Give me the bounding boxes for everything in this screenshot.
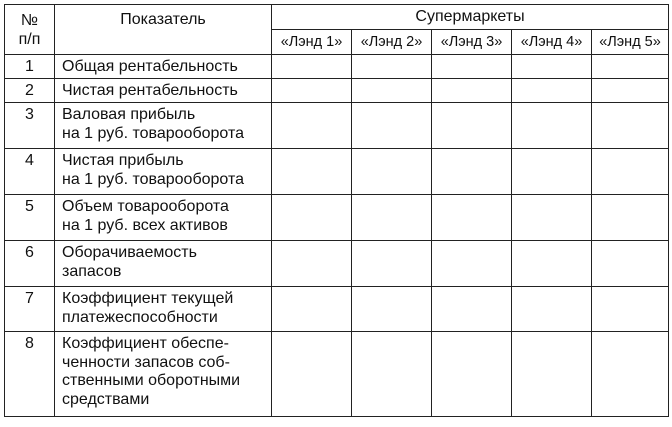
value-cell-store-2[interactable] — [352, 241, 432, 287]
table-row — [5, 55, 669, 79]
table-row — [5, 287, 669, 332]
row-indicator-line: на 1 руб. всех активов — [62, 216, 228, 234]
value-cell-store-4[interactable] — [512, 195, 592, 241]
value-cell-store-4[interactable] — [512, 149, 592, 195]
row-indicator — [55, 287, 272, 332]
row-indicator-line: на 1 руб. товарооборота — [62, 170, 244, 188]
row-number: 3 — [5, 103, 55, 149]
value-cell-store-3[interactable] — [432, 103, 512, 149]
row-indicator — [55, 195, 272, 241]
value-cell-store-1[interactable] — [272, 79, 352, 103]
row-number: 6 — [5, 241, 55, 287]
row-indicator-line: Общая рентабельность — [62, 58, 238, 75]
header-store-2: «Лэнд 2» — [352, 30, 432, 55]
row-indicator-line: средствами — [62, 390, 150, 408]
table-row — [5, 241, 669, 287]
header-supermarkets: Супермаркеты — [272, 5, 669, 30]
header-number — [5, 5, 55, 55]
row-indicator — [55, 55, 272, 79]
header-store-5: «Лэнд 5» — [592, 30, 669, 55]
value-cell-store-4[interactable] — [512, 241, 592, 287]
row-number: 4 — [5, 149, 55, 195]
header-store-3: «Лэнд 3» — [432, 30, 512, 55]
value-cell-store-1[interactable] — [272, 287, 352, 332]
row-indicator-line: ственными оборотными — [62, 372, 241, 389]
value-cell-store-4[interactable] — [512, 103, 592, 149]
row-number: 8 — [5, 332, 55, 417]
value-cell-store-1[interactable] — [272, 103, 352, 149]
table-row — [5, 332, 669, 417]
row-indicator-line: платежеспособности — [62, 308, 218, 326]
value-cell-store-3[interactable] — [432, 79, 512, 103]
value-cell-store-2[interactable] — [352, 195, 432, 241]
row-indicator — [55, 103, 272, 149]
value-cell-store-3[interactable] — [432, 241, 512, 287]
value-cell-store-1[interactable] — [272, 241, 352, 287]
row-indicator-line: ченности запасов соб- — [62, 353, 230, 371]
value-cell-store-1[interactable] — [272, 332, 352, 417]
row-indicator — [55, 149, 272, 195]
value-cell-store-3[interactable] — [432, 55, 512, 79]
row-indicator-line: Чистая рентабельность — [62, 82, 238, 99]
value-cell-store-2[interactable] — [352, 149, 432, 195]
value-cell-store-3[interactable] — [432, 149, 512, 195]
value-cell-store-5[interactable] — [592, 332, 669, 417]
value-cell-store-3[interactable] — [432, 287, 512, 332]
row-indicator — [55, 241, 272, 287]
value-cell-store-3[interactable] — [432, 195, 512, 241]
value-cell-store-5[interactable] — [592, 103, 669, 149]
supermarkets-indicator-table — [4, 4, 669, 417]
header-number-symbol: № — [20, 12, 39, 29]
row-number: 5 — [5, 195, 55, 241]
value-cell-store-5[interactable] — [592, 287, 669, 332]
value-cell-store-2[interactable] — [352, 103, 432, 149]
header-number-abbr: п/п — [18, 31, 41, 48]
value-cell-store-1[interactable] — [272, 55, 352, 79]
row-indicator-line: Коэффициент текущей — [62, 290, 234, 307]
value-cell-store-2[interactable] — [352, 55, 432, 79]
header-store-1: «Лэнд 1» — [272, 30, 352, 55]
row-indicator — [55, 79, 272, 103]
value-cell-store-5[interactable] — [592, 149, 669, 195]
header-store-4: «Лэнд 4» — [512, 30, 592, 55]
header-indicator: Показатель — [55, 5, 272, 55]
row-indicator-line: Объем товарооборота — [62, 198, 229, 215]
value-cell-store-5[interactable] — [592, 79, 669, 103]
value-cell-store-5[interactable] — [592, 55, 669, 79]
value-cell-store-4[interactable] — [512, 332, 592, 417]
value-cell-store-2[interactable] — [352, 332, 432, 417]
value-cell-store-3[interactable] — [432, 332, 512, 417]
header-row-top — [5, 5, 669, 30]
value-cell-store-1[interactable] — [272, 195, 352, 241]
table-row — [5, 149, 669, 195]
table-row — [5, 103, 669, 149]
value-cell-store-4[interactable] — [512, 55, 592, 79]
table-row — [5, 195, 669, 241]
row-indicator-line: запасов — [62, 262, 122, 280]
row-indicator-line: Чистая прибыль — [62, 152, 184, 169]
row-indicator-line: Коэффициент обеспе- — [62, 335, 229, 352]
row-indicator-line: Оборачиваемость — [62, 244, 197, 261]
value-cell-store-4[interactable] — [512, 79, 592, 103]
value-cell-store-5[interactable] — [592, 195, 669, 241]
row-indicator-line: на 1 руб. товарооборота — [62, 124, 244, 142]
row-indicator — [55, 332, 272, 417]
row-number: 7 — [5, 287, 55, 332]
table-row — [5, 79, 669, 103]
value-cell-store-4[interactable] — [512, 287, 592, 332]
value-cell-store-5[interactable] — [592, 241, 669, 287]
row-number: 2 — [5, 79, 55, 103]
value-cell-store-2[interactable] — [352, 287, 432, 332]
value-cell-store-2[interactable] — [352, 79, 432, 103]
row-number: 1 — [5, 55, 55, 79]
row-indicator-line: Валовая прибыль — [62, 106, 196, 123]
value-cell-store-1[interactable] — [272, 149, 352, 195]
